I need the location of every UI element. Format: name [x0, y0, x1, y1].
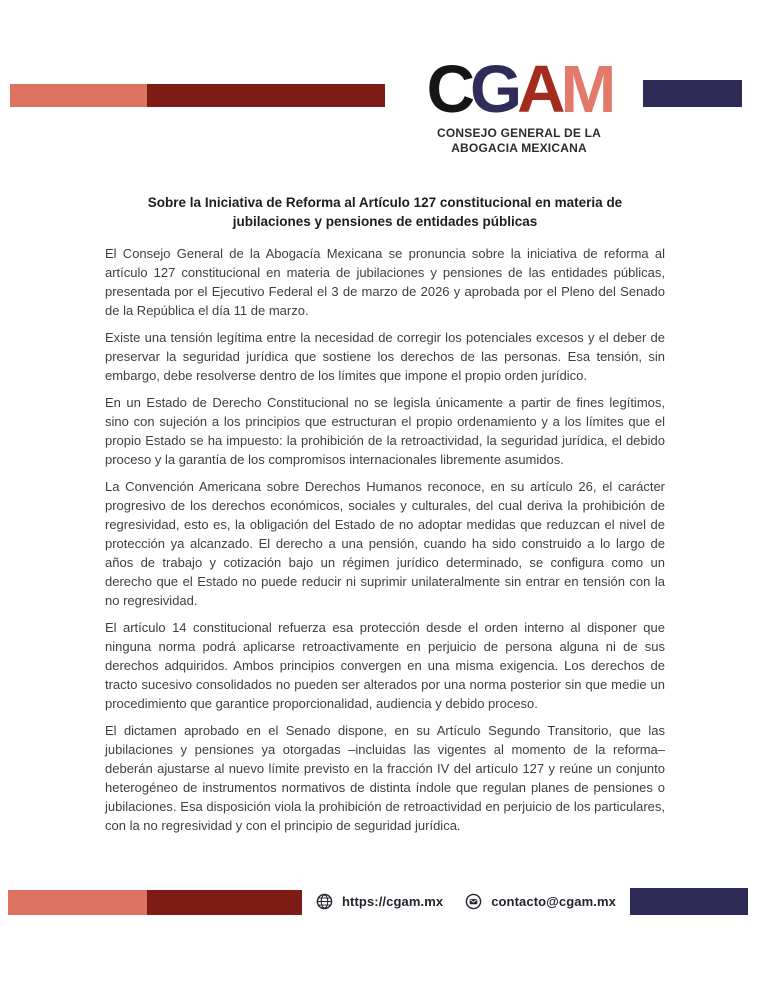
logo-subtitle-line1: CONSEJO GENERAL DE LA: [436, 126, 601, 140]
header-bar-maroon-segment: [147, 84, 385, 107]
footer-accent-bar-left: [8, 890, 302, 915]
logo-letter-c: C: [426, 52, 471, 127]
footer-bar-maroon-segment: [147, 890, 302, 915]
paragraph-1: El Consejo General de la Abogacía Mexicana se pronuncia sobre la iniciativa de reforma al artículo 127 constitucional en materia de jubilaciones y pensiones de las entidades públicas, presentada por el Ejecutivo Federal el 3 de marzo de 2026 y aprobada por el Pleno del Senado de la República el día 11 de marzo.: [105, 246, 665, 318]
globe-icon: [316, 893, 333, 910]
cgam-logo-wordmark: [403, 52, 635, 127]
document-title-line2: jubilaciones y pensiones de entidades públicas: [232, 214, 538, 229]
website-url: https://cgam.mx: [342, 893, 444, 909]
document-body: [105, 193, 665, 843]
logo-letter-m: M: [560, 52, 612, 127]
header-bar-salmon-segment: [10, 84, 147, 107]
logo-subtitle: [403, 126, 635, 156]
envelope-icon: [465, 893, 482, 910]
logo-subtitle-line2: ABOGACIA MEXICANA: [451, 141, 587, 155]
logo-letter-a: A: [517, 52, 561, 127]
website-link[interactable]: [316, 893, 443, 910]
document-title-line1: Sobre la Iniciativa de Reforma al Artículo 127 constitucional en materia de: [147, 195, 623, 210]
paragraph-4: La Convención Americana sobre Derechos Humanos reconoce, en su artículo 26, el carácter progresivo de los derechos económicos, sociales y culturales, del cual deriva la prohibición de regresividad, esto es, la obligación del Estado de no adoptar medidas que reduzcan el nivel de protección ya alcanzado. El derecho a una pensión, cuando ha sido construido a lo largo de años de trabajo y cotización bajo un régimen jurídico determinado, se configura como un derecho que el Estado no puede reducir ni suprimir unilateralmente sin entrar en tensión con la no regresividad.: [105, 479, 665, 608]
footer-accent-bar-right: [630, 888, 748, 915]
paragraph-2: Existe una tensión legítima entre la necesidad de corregir los potenciales excesos y el deber de preservar la seguridad jurídica que sostiene los derechos de las personas. Esa tensión, sin embargo, debe resolverse dentro de los límites que impone el propio orden jurídico.: [105, 330, 665, 383]
footer-contact-row: [302, 886, 630, 916]
email-link[interactable]: [465, 893, 616, 910]
footer-bar-salmon-segment: [8, 890, 147, 915]
cgam-logo: [403, 52, 635, 156]
header-accent-bar-left: [10, 84, 385, 107]
document-title: [105, 193, 665, 231]
logo-letter-g: G: [470, 52, 518, 127]
header-accent-bar-right: [643, 80, 742, 107]
paragraph-5: El artículo 14 constitucional refuerza esa protección desde el orden interno al disponer que ninguna norma podrá aplicarse retroactivamente en perjuicio de persona alguna ni de sus derechos adquiridos. Ambos principios convergen en una misma exigencia. Los derechos de tracto sucesivo consolidados no pueden ser alterados por una norma posterior sin que medie un procedimiento que garantice proporcionalidad, audiencia y debido proceso.: [105, 620, 665, 711]
paragraph-6: El dictamen aprobado en el Senado dispone, en su Artículo Segundo Transitorio, que las jubilaciones y pensiones ya otorgadas –incluidas las vigentes al momento de la reforma– deberán ajustarse al nuevo límite previsto en la fracción IV del artículo 127 y reúne un conjunto heterogéneo de instrumentos normativos de distinta índole que regulan planes de pensiones o jubilaciones. Esa disposición viola la prohibición de retroactividad en perjuicio de los particulares, con la no regresividad y con el principio de seguridad jurídica.: [105, 723, 665, 833]
email-address: contacto@cgam.mx: [491, 893, 616, 909]
paragraph-3: En un Estado de Derecho Constitucional no se legisla únicamente a partir de fines legítimos, sino con sujeción a los principios que estructuran el propio ordenamiento y a los límites que el propio Estado se ha impuesto: la prohibición de la retroactividad, la seguridad jurídica, el debido proceso y la garantía de los compromisos internacionales libremente asumidos.: [105, 395, 665, 467]
